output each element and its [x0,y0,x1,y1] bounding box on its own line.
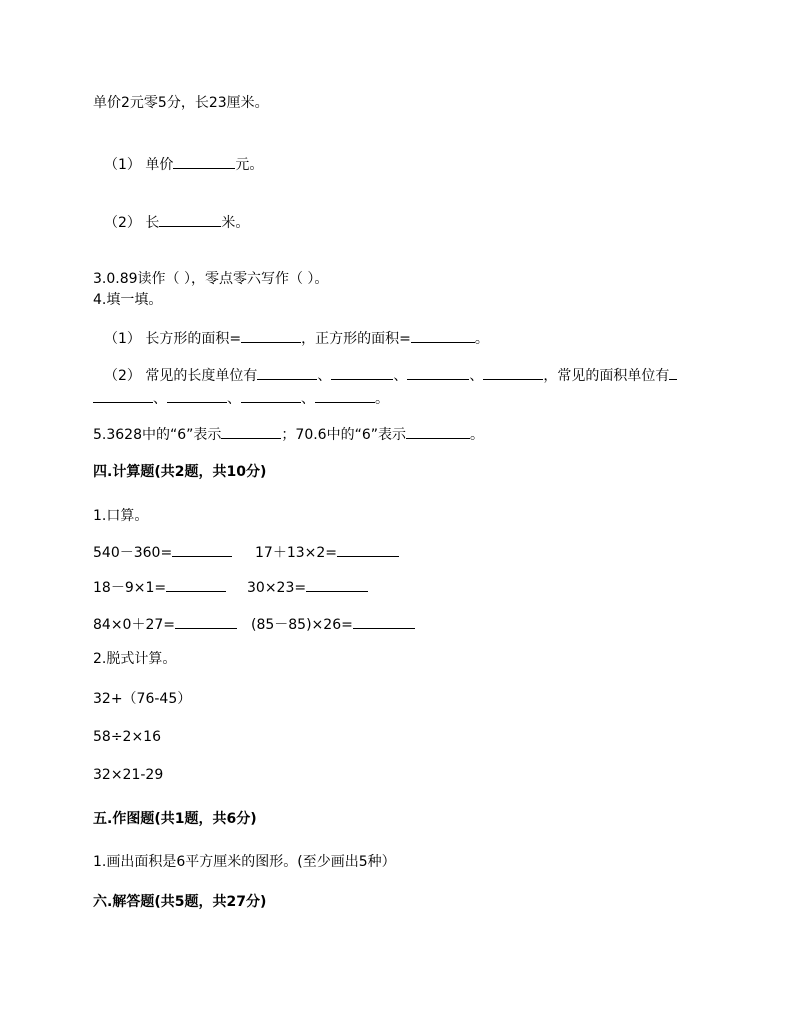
question-4b-end: 。 [375,391,389,407]
question-4a [104,328,489,348]
calc-row-2b [247,577,368,597]
section-4-title: 四.计算题(共2题，共10分) [93,464,267,480]
answer-blank[interactable] [411,328,475,343]
answer-blank[interactable] [669,365,677,380]
question-4b-cont [93,388,389,408]
section-6-heading [93,893,266,911]
separator: 、 [469,368,484,384]
separator: 、 [227,391,241,407]
answer-blank[interactable] [93,388,153,403]
section-4-heading [93,463,266,481]
answer-blank[interactable] [221,424,281,439]
answer-blank[interactable] [353,614,415,629]
section-5-heading [93,810,257,828]
question-1a-unit: 元。 [235,157,264,173]
calc-expression: 32×21-29 [93,767,164,783]
calc-2-expr-1 [93,690,191,708]
calc-expression: (85－85)×26= [251,617,353,633]
question-5 [93,424,484,444]
separator: 、 [317,368,332,384]
intro-line [93,94,269,112]
calc-expression: 18－9×1= [93,580,167,596]
answer-blank[interactable] [241,388,301,403]
drawing-question-1 [93,853,396,871]
question-4b-label: （2） 常见的长度单位有 [104,368,258,384]
calc-row-2a [93,577,226,597]
section-6-title: 六.解答题(共5题，共27分) [93,894,267,910]
question-4a-label: （1） 长方形的面积= [104,331,242,347]
answer-blank[interactable] [167,388,227,403]
question-3 [93,270,328,288]
question-1a-label: （1） 单价 [104,157,174,173]
calc-2 [93,650,176,668]
calc-2-expr-2 [93,728,161,746]
question-1b-unit: 米。 [221,215,250,231]
question-1b-label: （2） 长 [104,215,160,231]
question-4b [104,365,677,385]
calc-expression: 540－360= [93,545,173,561]
calc-expression: 84×0＋27= [93,617,175,633]
calc-row-1a [93,542,232,562]
answer-blank[interactable] [166,577,226,592]
answer-blank[interactable] [175,614,237,629]
separator: 、 [393,368,408,384]
intro-text: 单价2元零5分，长23厘米。 [93,95,269,111]
calc-expression: 32+（76-45） [93,691,192,707]
answer-blank[interactable] [172,542,232,557]
question-5-end: 。 [470,427,484,443]
question-4a-end: 。 [474,331,489,347]
separator: 、 [301,391,315,407]
calc-row-3b [251,614,415,634]
answer-blank[interactable] [315,388,375,403]
answer-blank[interactable] [173,154,235,169]
calc-1 [93,507,148,525]
question-4b-mid: ，常见的面积单位有 [543,368,670,384]
answer-blank[interactable] [257,365,317,380]
answer-blank[interactable] [306,577,368,592]
drawing-question-text: 1.画出面积是6平方厘米的图形。(至少画出5种） [93,854,396,870]
calc-row-1b [255,542,399,562]
calc-2-expr-3 [93,766,163,784]
answer-blank[interactable] [483,365,543,380]
answer-blank[interactable] [406,424,470,439]
question-1a [104,154,263,174]
question-1b [104,212,249,232]
calc-1-title: 1.口算。 [93,508,149,524]
section-5-title: 五.作图题(共1题，共6分) [93,811,257,827]
calc-expression: 30×23= [247,580,307,596]
answer-blank[interactable] [337,542,399,557]
calc-row-3a [93,614,237,634]
question-5-mid: ；70.6中的“6”表示 [281,427,406,443]
question-3-text: 3.0.89读作（ ），零点零六写作（ ）。 [93,271,329,287]
calc-expression: 17＋13×2= [255,545,337,561]
question-4-text: 4.填一填。 [93,292,163,308]
separator: 、 [153,391,167,407]
question-4a-mid: ，正方形的面积= [301,331,411,347]
answer-blank[interactable] [331,365,393,380]
answer-blank[interactable] [407,365,469,380]
answer-blank[interactable] [241,328,301,343]
calc-expression: 58÷2×16 [93,729,161,745]
calc-2-title: 2.脱式计算。 [93,651,177,667]
question-4 [93,291,162,309]
answer-blank[interactable] [159,212,221,227]
question-5-label: 5.3628中的“6”表示 [93,427,222,443]
